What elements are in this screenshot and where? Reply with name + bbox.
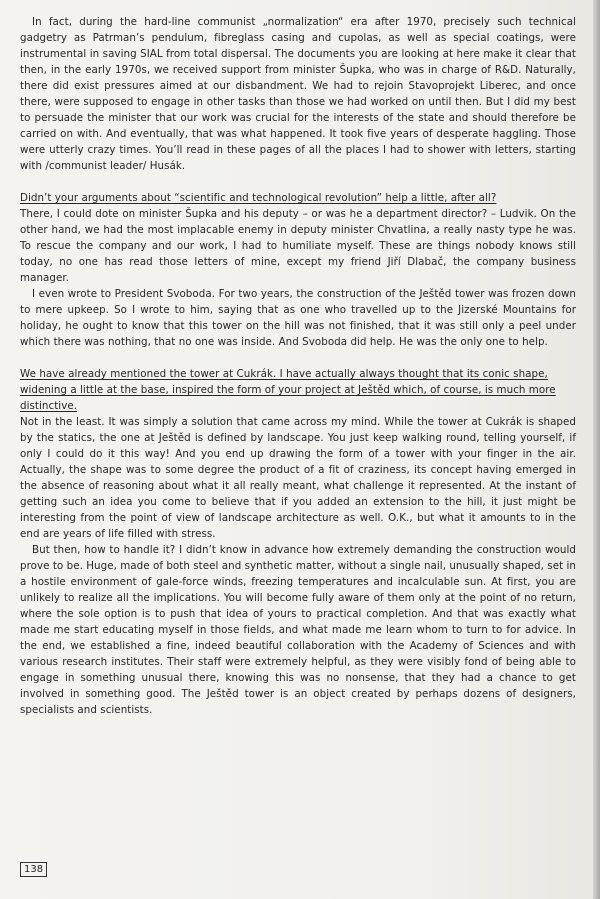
paragraph-gap (20, 174, 576, 190)
text-column (20, 14, 576, 718)
answer-paragraph: I even wrote to President Svoboda. For two years, the construction of the Ještěd tower was frozen down to mere upkeep. So I wrote to him, saying that as one who travelled up to the Jizerské Mountains for holiday, he ought to know that this tower on the hill was not finished, that it was still only a peel under which there was nothing, that no one was inside. And Svoboda did help. He was the only one to help. (20, 288, 576, 348)
interview-question: Didn’t your arguments about “scientific and technological revolution” help a little, after all? (20, 192, 497, 204)
answer-paragraph: There, I could dote on minister Šupka and his deputy – or was he a department director? – Ludvik. On the other hand, we had the most implacable enemy in deputy minister Chvatlina, a really nasty type he was. To rescue the company and our work, I had to humiliate myself. These are things nobody knows still today, no one has read those letters of mine, except my friend Jiří Dlabač, the company business manager. (20, 208, 576, 284)
paragraph-gap (20, 350, 576, 366)
answer-paragraph: Not in the least. It was simply a solution that came across my mind. While the tower at Cukrák is shaped by the statics, the one at Ještěd is defined by landscape. You just keep walking round, telling yourself, if only I could do it this way! And you end up drawing the form of a tower with your finger in the air. Actually, the shape was to some degree the product of a fit of craziness, its concept having emerged in the absence of reasoning about what it all really meant, what challenge it represented. At the instant of getting such an idea you come to believe that if you added an extension to the hill, it just might be interesting from the point of view of landscape architecture as well. O.K., but what it amounts to in the end are years of life filled with stress. (20, 416, 576, 540)
interview-question: We have already mentioned the tower at Cukrák. I have actually always thought that its conic shape, widening a little at the base, inspired the form of your project at Ještěd which, of course, is much more distinctive. (20, 368, 556, 412)
paragraph: In fact, during the hard-line communist „normalization“ era after 1970, precisely such technical gadgetry as Patrman’s pendulum, fibreglass casing and cupolas, as well as special coatings, were instrumental in saving SIAL from total dispersal. The documents you are looking at here make it clear that then, in the early 1970s, we received support from minister Šupka, who was in charge of R&D. Naturally, there did exist pressures aimed at our disbandment. We had to rejoin Stavoprojekt Liberec, and once there, were supposed to engage in other tasks than those we had worked on until then. But I did my best to persuade the minister that our work was crucial for the interests of the state and should therefore be carried on with. And eventually, that was what happened. It took five years of desperate haggling. Those were utterly crazy times. You’ll read in these pages of all the places I had to shower with letters, starting with /communist leader/ Husák. (20, 16, 576, 172)
page-number: 138 (20, 862, 47, 877)
answer-paragraph: But then, how to handle it? I didn’t know in advance how extremely demanding the construction would prove to be. Huge, made of both steel and synthetic matter, without a single nail, unusually shaped, set in a hostile environment of gale-force winds, freezing temperatures and incalculable sun. At first, you are unlikely to realize all the implications. You will become fully aware of them only at the point of no return, where the sole option is to push that idea of yours to practical completion. And that was exactly what made me start educating myself in those fields, and what made me learn whom to turn to for advice. In the end, we established a fine, indeed beautiful collaboration with the Academy of Sciences and with various research institutes. Their staff were extremely helpful, as they were visibly fond of being able to engage in something unusual there, knowing this was no nonsense, that they had a chance to get involved in something good. The Ještěd tower is an object created by perhaps dozens of designers, specialists and scientists. (20, 544, 576, 716)
page-edge-shadow (593, 0, 600, 899)
